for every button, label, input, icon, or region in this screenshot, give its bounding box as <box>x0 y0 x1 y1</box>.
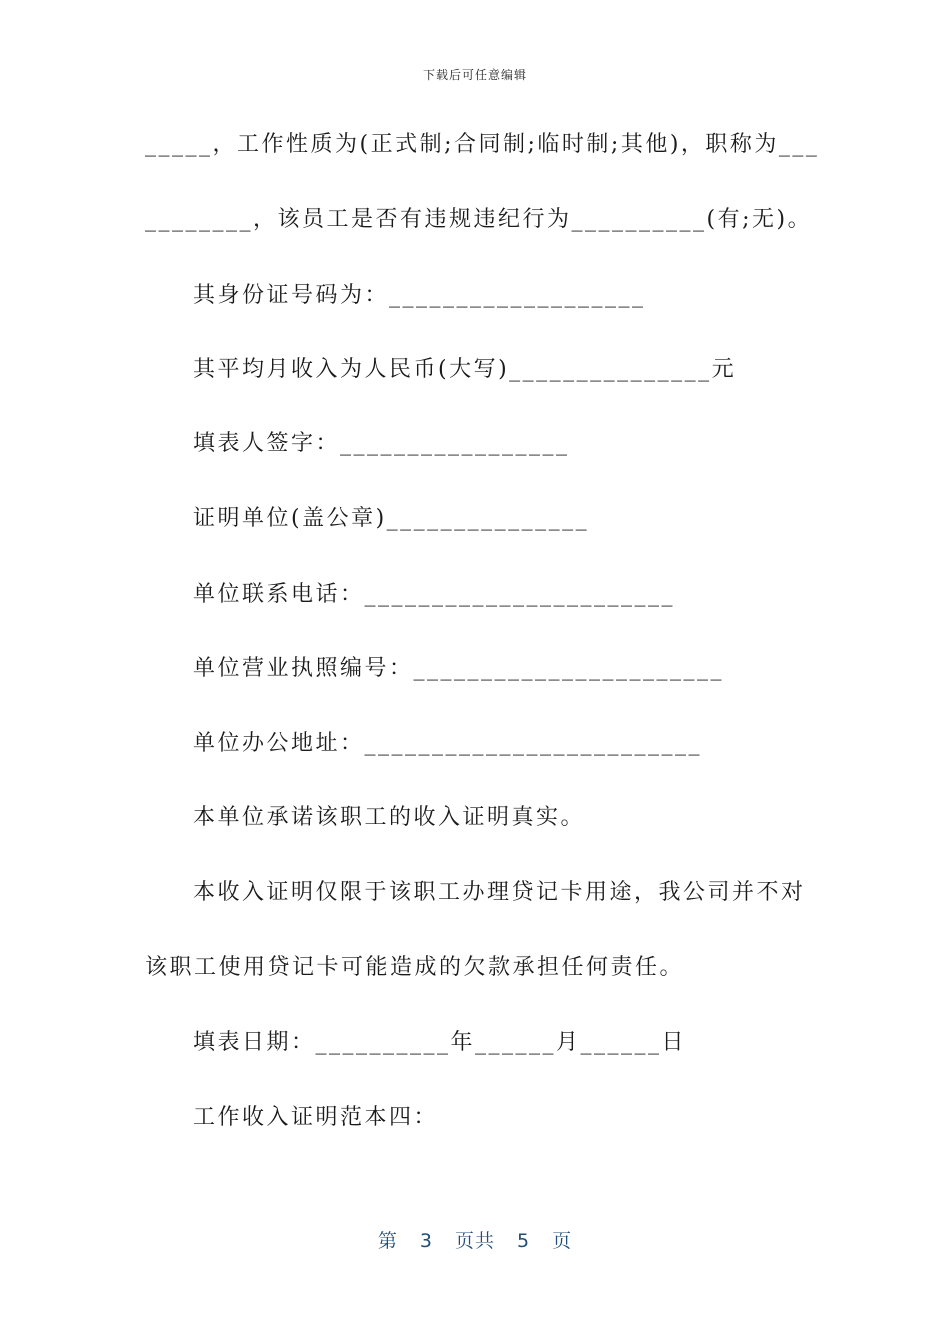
fill-date-line: 填表日期：__________年______月______日 <box>193 1030 687 1055</box>
usage-limit-line: 本收入证明仅限于该职工办理贷记卡用途，我公司并不对 <box>193 880 806 905</box>
commitment-line: 本单位承诺该职工的收入证明真实。 <box>193 805 586 830</box>
body-line-2: ________，该员工是否有违规违纪行为__________(有;无)。 <box>145 207 813 232</box>
footer-prefix: 第 <box>377 1230 398 1252</box>
footer-current-page: 3 <box>419 1230 433 1252</box>
footer-total-pages: 5 <box>517 1230 531 1252</box>
business-license-line: 单位营业执照编号：_______________________ <box>193 656 725 681</box>
footer-suffix: 页 <box>552 1230 573 1252</box>
unit-phone-line: 单位联系电话：_______________________ <box>193 582 676 607</box>
signer-line: 填表人签字：_________________ <box>193 431 570 456</box>
template-four-heading: 工作收入证明范本四： <box>193 1105 439 1130</box>
header-note: 下载后可任意编辑 <box>422 68 527 82</box>
id-number-line: 其身份证号码为：___________________ <box>193 283 646 308</box>
footer-middle: 页共 <box>454 1230 495 1252</box>
unit-address-line: 单位办公地址：_________________________ <box>193 731 703 756</box>
page-footer <box>0 1226 950 1253</box>
certifying-unit-line: 证明单位(盖公章)_______________ <box>193 506 590 531</box>
liability-line: 该职工使用贷记卡可能造成的欠款承担任何责任。 <box>145 955 685 980</box>
body-line-1: _____，工作性质为(正式制;合同制;临时制;其他)，职称为___ <box>145 132 820 157</box>
monthly-income-line: 其平均月收入为人民币(大写)_______________元 <box>193 357 737 382</box>
